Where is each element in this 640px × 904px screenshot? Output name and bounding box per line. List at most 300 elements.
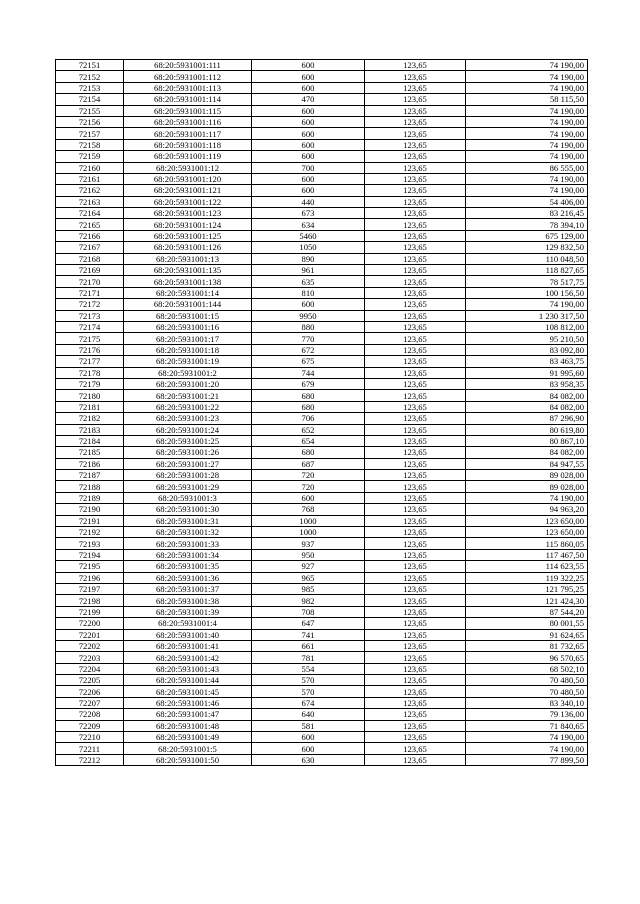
rate-cell: 123,65 bbox=[365, 504, 466, 515]
table-row bbox=[56, 162, 588, 173]
sum-cell: 114 623,55 bbox=[466, 561, 588, 572]
rate-cell: 123,65 bbox=[365, 139, 466, 150]
row-id-cell: 72205 bbox=[56, 675, 124, 686]
table-row bbox=[56, 116, 588, 127]
rate-cell: 123,65 bbox=[365, 105, 466, 116]
row-id-cell: 72211 bbox=[56, 743, 124, 754]
sum-cell: 96 570,65 bbox=[466, 652, 588, 663]
table-row bbox=[56, 287, 588, 298]
cadastral-number-cell: 68:20:5931001:144 bbox=[124, 299, 252, 310]
cadastral-number-cell: 68:20:5931001:36 bbox=[124, 572, 252, 583]
rate-cell: 123,65 bbox=[365, 561, 466, 572]
sum-cell: 89 028,00 bbox=[466, 470, 588, 481]
rate-cell: 123,65 bbox=[365, 253, 466, 264]
table-row bbox=[56, 265, 588, 276]
rate-cell: 123,65 bbox=[365, 583, 466, 594]
sum-cell: 74 190,00 bbox=[466, 173, 588, 184]
table-row bbox=[56, 583, 588, 594]
rate-cell: 123,65 bbox=[365, 720, 466, 731]
area-cell: 985 bbox=[252, 583, 365, 594]
area-cell: 600 bbox=[252, 82, 365, 93]
sum-cell: 129 832,50 bbox=[466, 242, 588, 253]
sum-cell: 74 190,00 bbox=[466, 492, 588, 503]
rate-cell: 123,65 bbox=[365, 185, 466, 196]
cadastral-number-cell: 68:20:5931001:126 bbox=[124, 242, 252, 253]
area-cell: 708 bbox=[252, 606, 365, 617]
area-cell: 640 bbox=[252, 709, 365, 720]
rate-cell: 123,65 bbox=[365, 116, 466, 127]
area-cell: 700 bbox=[252, 162, 365, 173]
sum-cell: 108 812,00 bbox=[466, 321, 588, 332]
row-id-cell: 72162 bbox=[56, 185, 124, 196]
sum-cell: 1 230 317,50 bbox=[466, 310, 588, 321]
area-cell: 600 bbox=[252, 299, 365, 310]
row-id-cell: 72178 bbox=[56, 367, 124, 378]
area-cell: 9950 bbox=[252, 310, 365, 321]
table-row bbox=[56, 458, 588, 469]
sum-cell: 84 082,00 bbox=[466, 447, 588, 458]
sum-cell: 74 190,00 bbox=[466, 299, 588, 310]
cadastral-number-cell: 68:20:5931001:20 bbox=[124, 378, 252, 389]
row-id-cell: 72152 bbox=[56, 71, 124, 82]
cadastral-number-cell: 68:20:5931001:123 bbox=[124, 208, 252, 219]
rate-cell: 123,65 bbox=[365, 481, 466, 492]
rate-cell: 123,65 bbox=[365, 60, 466, 71]
area-cell: 674 bbox=[252, 697, 365, 708]
cadastral-number-cell: 68:20:5931001:22 bbox=[124, 401, 252, 412]
area-cell: 600 bbox=[252, 151, 365, 162]
sum-cell: 74 190,00 bbox=[466, 60, 588, 71]
row-id-cell: 72171 bbox=[56, 287, 124, 298]
table-row bbox=[56, 572, 588, 583]
area-cell: 720 bbox=[252, 470, 365, 481]
cadastral-number-cell: 68:20:5931001:118 bbox=[124, 139, 252, 150]
sum-cell: 83 463,75 bbox=[466, 356, 588, 367]
rate-cell: 123,65 bbox=[365, 333, 466, 344]
area-cell: 961 bbox=[252, 265, 365, 276]
cadastral-number-cell: 68:20:5931001:35 bbox=[124, 561, 252, 572]
cadastral-number-cell: 68:20:5931001:24 bbox=[124, 424, 252, 435]
table-row bbox=[56, 424, 588, 435]
rate-cell: 123,65 bbox=[365, 572, 466, 583]
table-row bbox=[56, 219, 588, 230]
rate-cell: 123,65 bbox=[365, 151, 466, 162]
area-cell: 600 bbox=[252, 173, 365, 184]
row-id-cell: 72151 bbox=[56, 60, 124, 71]
cadastral-number-cell: 68:20:5931001:125 bbox=[124, 230, 252, 241]
row-id-cell: 72201 bbox=[56, 629, 124, 640]
table-row bbox=[56, 663, 588, 674]
sum-cell: 123 650,00 bbox=[466, 527, 588, 538]
cadastral-number-cell: 68:20:5931001:49 bbox=[124, 732, 252, 743]
area-cell: 720 bbox=[252, 481, 365, 492]
rate-cell: 123,65 bbox=[365, 162, 466, 173]
cadastral-number-cell: 68:20:5931001:32 bbox=[124, 527, 252, 538]
area-cell: 652 bbox=[252, 424, 365, 435]
table-row bbox=[56, 94, 588, 105]
table-row bbox=[56, 743, 588, 754]
rate-cell: 123,65 bbox=[365, 754, 466, 765]
table-row bbox=[56, 504, 588, 515]
row-id-cell: 72160 bbox=[56, 162, 124, 173]
rate-cell: 123,65 bbox=[365, 82, 466, 93]
row-id-cell: 72154 bbox=[56, 94, 124, 105]
rate-cell: 123,65 bbox=[365, 344, 466, 355]
rate-cell: 123,65 bbox=[365, 629, 466, 640]
row-id-cell: 72189 bbox=[56, 492, 124, 503]
cadastral-number-cell: 68:20:5931001:39 bbox=[124, 606, 252, 617]
area-cell: 768 bbox=[252, 504, 365, 515]
cadastral-number-cell: 68:20:5931001:21 bbox=[124, 390, 252, 401]
sum-cell: 74 190,00 bbox=[466, 151, 588, 162]
row-id-cell: 72170 bbox=[56, 276, 124, 287]
cadastral-number-cell: 68:20:5931001:31 bbox=[124, 515, 252, 526]
table-row bbox=[56, 208, 588, 219]
sum-cell: 74 190,00 bbox=[466, 71, 588, 82]
table-row bbox=[56, 629, 588, 640]
rate-cell: 123,65 bbox=[365, 447, 466, 458]
row-id-cell: 72204 bbox=[56, 663, 124, 674]
rate-cell: 123,65 bbox=[365, 549, 466, 560]
row-id-cell: 72193 bbox=[56, 538, 124, 549]
table-row bbox=[56, 367, 588, 378]
rate-cell: 123,65 bbox=[365, 208, 466, 219]
rate-cell: 123,65 bbox=[365, 378, 466, 389]
row-id-cell: 72198 bbox=[56, 595, 124, 606]
cadastral-number-cell: 68:20:5931001:12 bbox=[124, 162, 252, 173]
row-id-cell: 72172 bbox=[56, 299, 124, 310]
sum-cell: 78 394,10 bbox=[466, 219, 588, 230]
data-table bbox=[55, 59, 588, 766]
cadastral-number-cell: 68:20:5931001:38 bbox=[124, 595, 252, 606]
rate-cell: 123,65 bbox=[365, 458, 466, 469]
sum-cell: 74 190,00 bbox=[466, 105, 588, 116]
cadastral-number-cell: 68:20:5931001:16 bbox=[124, 321, 252, 332]
sum-cell: 91 995,60 bbox=[466, 367, 588, 378]
row-id-cell: 72199 bbox=[56, 606, 124, 617]
table-row bbox=[56, 185, 588, 196]
rate-cell: 123,65 bbox=[365, 413, 466, 424]
rate-cell: 123,65 bbox=[365, 390, 466, 401]
cadastral-number-cell: 68:20:5931001:44 bbox=[124, 675, 252, 686]
cadastral-number-cell: 68:20:5931001:111 bbox=[124, 60, 252, 71]
sum-cell: 87 544,20 bbox=[466, 606, 588, 617]
table-row bbox=[56, 447, 588, 458]
table-row bbox=[56, 732, 588, 743]
row-id-cell: 72203 bbox=[56, 652, 124, 663]
row-id-cell: 72202 bbox=[56, 640, 124, 651]
area-cell: 890 bbox=[252, 253, 365, 264]
row-id-cell: 72168 bbox=[56, 253, 124, 264]
cadastral-number-cell: 68:20:5931001:114 bbox=[124, 94, 252, 105]
cadastral-number-cell: 68:20:5931001:18 bbox=[124, 344, 252, 355]
area-cell: 554 bbox=[252, 663, 365, 674]
sum-cell: 79 136,00 bbox=[466, 709, 588, 720]
table-row bbox=[56, 321, 588, 332]
table-row bbox=[56, 618, 588, 629]
row-id-cell: 72175 bbox=[56, 333, 124, 344]
table-row bbox=[56, 310, 588, 321]
table-row bbox=[56, 105, 588, 116]
table-row bbox=[56, 470, 588, 481]
table-row bbox=[56, 230, 588, 241]
cadastral-number-cell: 68:20:5931001:26 bbox=[124, 447, 252, 458]
row-id-cell: 72159 bbox=[56, 151, 124, 162]
area-cell: 880 bbox=[252, 321, 365, 332]
table-row bbox=[56, 128, 588, 139]
table-row bbox=[56, 538, 588, 549]
row-id-cell: 72169 bbox=[56, 265, 124, 276]
table-row bbox=[56, 515, 588, 526]
sum-cell: 80 001,55 bbox=[466, 618, 588, 629]
table-row bbox=[56, 401, 588, 412]
table-row bbox=[56, 378, 588, 389]
sum-cell: 89 028,00 bbox=[466, 481, 588, 492]
area-cell: 654 bbox=[252, 435, 365, 446]
rate-cell: 123,65 bbox=[365, 595, 466, 606]
area-cell: 600 bbox=[252, 732, 365, 743]
rate-cell: 123,65 bbox=[365, 732, 466, 743]
sum-cell: 54 406,00 bbox=[466, 196, 588, 207]
row-id-cell: 72185 bbox=[56, 447, 124, 458]
sum-cell: 83 092,80 bbox=[466, 344, 588, 355]
area-cell: 673 bbox=[252, 208, 365, 219]
cadastral-number-cell: 68:20:5931001:50 bbox=[124, 754, 252, 765]
row-id-cell: 72183 bbox=[56, 424, 124, 435]
row-id-cell: 72163 bbox=[56, 196, 124, 207]
area-cell: 1000 bbox=[252, 515, 365, 526]
cadastral-number-cell: 68:20:5931001:43 bbox=[124, 663, 252, 674]
sum-cell: 70 480,50 bbox=[466, 686, 588, 697]
rate-cell: 123,65 bbox=[365, 606, 466, 617]
area-cell: 635 bbox=[252, 276, 365, 287]
area-cell: 770 bbox=[252, 333, 365, 344]
row-id-cell: 72197 bbox=[56, 583, 124, 594]
area-cell: 661 bbox=[252, 640, 365, 651]
cadastral-number-cell: 68:20:5931001:41 bbox=[124, 640, 252, 651]
cadastral-number-cell: 68:20:5931001:2 bbox=[124, 367, 252, 378]
area-cell: 600 bbox=[252, 492, 365, 503]
sum-cell: 118 827,65 bbox=[466, 265, 588, 276]
cadastral-number-cell: 68:20:5931001:37 bbox=[124, 583, 252, 594]
area-cell: 672 bbox=[252, 344, 365, 355]
sum-cell: 78 517,75 bbox=[466, 276, 588, 287]
row-id-cell: 72184 bbox=[56, 435, 124, 446]
cadastral-number-cell: 68:20:5931001:23 bbox=[124, 413, 252, 424]
table-row bbox=[56, 253, 588, 264]
rate-cell: 123,65 bbox=[365, 71, 466, 82]
row-id-cell: 72187 bbox=[56, 470, 124, 481]
row-id-cell: 72173 bbox=[56, 310, 124, 321]
area-cell: 982 bbox=[252, 595, 365, 606]
row-id-cell: 72161 bbox=[56, 173, 124, 184]
rate-cell: 123,65 bbox=[365, 356, 466, 367]
sum-cell: 77 899,50 bbox=[466, 754, 588, 765]
cadastral-number-cell: 68:20:5931001:135 bbox=[124, 265, 252, 276]
table-row bbox=[56, 720, 588, 731]
row-id-cell: 72157 bbox=[56, 128, 124, 139]
row-id-cell: 72166 bbox=[56, 230, 124, 241]
rate-cell: 123,65 bbox=[365, 321, 466, 332]
sum-cell: 115 860,05 bbox=[466, 538, 588, 549]
rate-cell: 123,65 bbox=[365, 173, 466, 184]
row-id-cell: 72194 bbox=[56, 549, 124, 560]
sum-cell: 68 502,10 bbox=[466, 663, 588, 674]
row-id-cell: 72196 bbox=[56, 572, 124, 583]
cadastral-number-cell: 68:20:5931001:46 bbox=[124, 697, 252, 708]
area-cell: 810 bbox=[252, 287, 365, 298]
area-cell: 680 bbox=[252, 390, 365, 401]
sum-cell: 100 156,50 bbox=[466, 287, 588, 298]
rate-cell: 123,65 bbox=[365, 367, 466, 378]
area-cell: 647 bbox=[252, 618, 365, 629]
sum-cell: 84 082,00 bbox=[466, 401, 588, 412]
row-id-cell: 72195 bbox=[56, 561, 124, 572]
area-cell: 630 bbox=[252, 754, 365, 765]
cadastral-number-cell: 68:20:5931001:4 bbox=[124, 618, 252, 629]
rate-cell: 123,65 bbox=[365, 128, 466, 139]
area-cell: 1000 bbox=[252, 527, 365, 538]
area-cell: 706 bbox=[252, 413, 365, 424]
table-row bbox=[56, 82, 588, 93]
cadastral-number-cell: 68:20:5931001:117 bbox=[124, 128, 252, 139]
table-row bbox=[56, 151, 588, 162]
cadastral-number-cell: 68:20:5931001:113 bbox=[124, 82, 252, 93]
cadastral-number-cell: 68:20:5931001:19 bbox=[124, 356, 252, 367]
sum-cell: 121 424,30 bbox=[466, 595, 588, 606]
table-row bbox=[56, 686, 588, 697]
sum-cell: 74 190,00 bbox=[466, 743, 588, 754]
sum-cell: 83 958,35 bbox=[466, 378, 588, 389]
rate-cell: 123,65 bbox=[365, 94, 466, 105]
cadastral-number-cell: 68:20:5931001:120 bbox=[124, 173, 252, 184]
sum-cell: 123 650,00 bbox=[466, 515, 588, 526]
area-cell: 600 bbox=[252, 60, 365, 71]
rate-cell: 123,65 bbox=[365, 219, 466, 230]
sum-cell: 71 840,65 bbox=[466, 720, 588, 731]
table-row bbox=[56, 675, 588, 686]
table-row bbox=[56, 492, 588, 503]
sum-cell: 86 555,00 bbox=[466, 162, 588, 173]
row-id-cell: 72186 bbox=[56, 458, 124, 469]
table-row bbox=[56, 527, 588, 538]
rate-cell: 123,65 bbox=[365, 618, 466, 629]
cadastral-number-cell: 68:20:5931001:124 bbox=[124, 219, 252, 230]
sum-cell: 74 190,00 bbox=[466, 185, 588, 196]
area-cell: 965 bbox=[252, 572, 365, 583]
rate-cell: 123,65 bbox=[365, 424, 466, 435]
sum-cell: 80 867,10 bbox=[466, 435, 588, 446]
table-row bbox=[56, 276, 588, 287]
rate-cell: 123,65 bbox=[365, 401, 466, 412]
table-row bbox=[56, 481, 588, 492]
cadastral-number-cell: 68:20:5931001:17 bbox=[124, 333, 252, 344]
row-id-cell: 72179 bbox=[56, 378, 124, 389]
row-id-cell: 72180 bbox=[56, 390, 124, 401]
sum-cell: 117 467,50 bbox=[466, 549, 588, 560]
row-id-cell: 72153 bbox=[56, 82, 124, 93]
rate-cell: 123,65 bbox=[365, 470, 466, 481]
area-cell: 600 bbox=[252, 71, 365, 82]
cadastral-number-cell: 68:20:5931001:42 bbox=[124, 652, 252, 663]
table-row bbox=[56, 242, 588, 253]
area-cell: 581 bbox=[252, 720, 365, 731]
cadastral-number-cell: 68:20:5931001:27 bbox=[124, 458, 252, 469]
row-id-cell: 72192 bbox=[56, 527, 124, 538]
sum-cell: 74 190,00 bbox=[466, 732, 588, 743]
row-id-cell: 72208 bbox=[56, 709, 124, 720]
area-cell: 680 bbox=[252, 401, 365, 412]
row-id-cell: 72176 bbox=[56, 344, 124, 355]
area-cell: 937 bbox=[252, 538, 365, 549]
area-cell: 570 bbox=[252, 686, 365, 697]
table-row bbox=[56, 595, 588, 606]
cadastral-number-cell: 68:20:5931001:48 bbox=[124, 720, 252, 731]
row-id-cell: 72207 bbox=[56, 697, 124, 708]
rate-cell: 123,65 bbox=[365, 287, 466, 298]
row-id-cell: 72212 bbox=[56, 754, 124, 765]
table-row bbox=[56, 413, 588, 424]
table-row bbox=[56, 196, 588, 207]
table-row bbox=[56, 561, 588, 572]
table-row bbox=[56, 71, 588, 82]
cadastral-number-cell: 68:20:5931001:115 bbox=[124, 105, 252, 116]
row-id-cell: 72165 bbox=[56, 219, 124, 230]
area-cell: 675 bbox=[252, 356, 365, 367]
cadastral-number-cell: 68:20:5931001:29 bbox=[124, 481, 252, 492]
area-cell: 634 bbox=[252, 219, 365, 230]
sum-cell: 74 190,00 bbox=[466, 128, 588, 139]
rate-cell: 123,65 bbox=[365, 276, 466, 287]
rate-cell: 123,65 bbox=[365, 527, 466, 538]
cadastral-number-cell: 68:20:5931001:47 bbox=[124, 709, 252, 720]
rate-cell: 123,65 bbox=[365, 265, 466, 276]
row-id-cell: 72188 bbox=[56, 481, 124, 492]
area-cell: 679 bbox=[252, 378, 365, 389]
rate-cell: 123,65 bbox=[365, 675, 466, 686]
table-row bbox=[56, 173, 588, 184]
area-cell: 781 bbox=[252, 652, 365, 663]
cadastral-number-cell: 68:20:5931001:119 bbox=[124, 151, 252, 162]
rate-cell: 123,65 bbox=[365, 196, 466, 207]
area-cell: 440 bbox=[252, 196, 365, 207]
sum-cell: 70 480,50 bbox=[466, 675, 588, 686]
row-id-cell: 72191 bbox=[56, 515, 124, 526]
row-id-cell: 72174 bbox=[56, 321, 124, 332]
table-row bbox=[56, 435, 588, 446]
sum-cell: 119 322,25 bbox=[466, 572, 588, 583]
sum-cell: 87 296,90 bbox=[466, 413, 588, 424]
cadastral-number-cell: 68:20:5931001:13 bbox=[124, 253, 252, 264]
rate-cell: 123,65 bbox=[365, 652, 466, 663]
row-id-cell: 72181 bbox=[56, 401, 124, 412]
sum-cell: 80 619,80 bbox=[466, 424, 588, 435]
cadastral-number-cell: 68:20:5931001:30 bbox=[124, 504, 252, 515]
cadastral-number-cell: 68:20:5931001:33 bbox=[124, 538, 252, 549]
table-row bbox=[56, 333, 588, 344]
cadastral-number-cell: 68:20:5931001:116 bbox=[124, 116, 252, 127]
rate-cell: 123,65 bbox=[365, 515, 466, 526]
sum-cell: 121 795,25 bbox=[466, 583, 588, 594]
rate-cell: 123,65 bbox=[365, 709, 466, 720]
cadastral-number-cell: 68:20:5931001:45 bbox=[124, 686, 252, 697]
area-cell: 1050 bbox=[252, 242, 365, 253]
rate-cell: 123,65 bbox=[365, 230, 466, 241]
sum-cell: 94 963,20 bbox=[466, 504, 588, 515]
rate-cell: 123,65 bbox=[365, 743, 466, 754]
sum-cell: 74 190,00 bbox=[466, 139, 588, 150]
sum-cell: 84 082,00 bbox=[466, 390, 588, 401]
